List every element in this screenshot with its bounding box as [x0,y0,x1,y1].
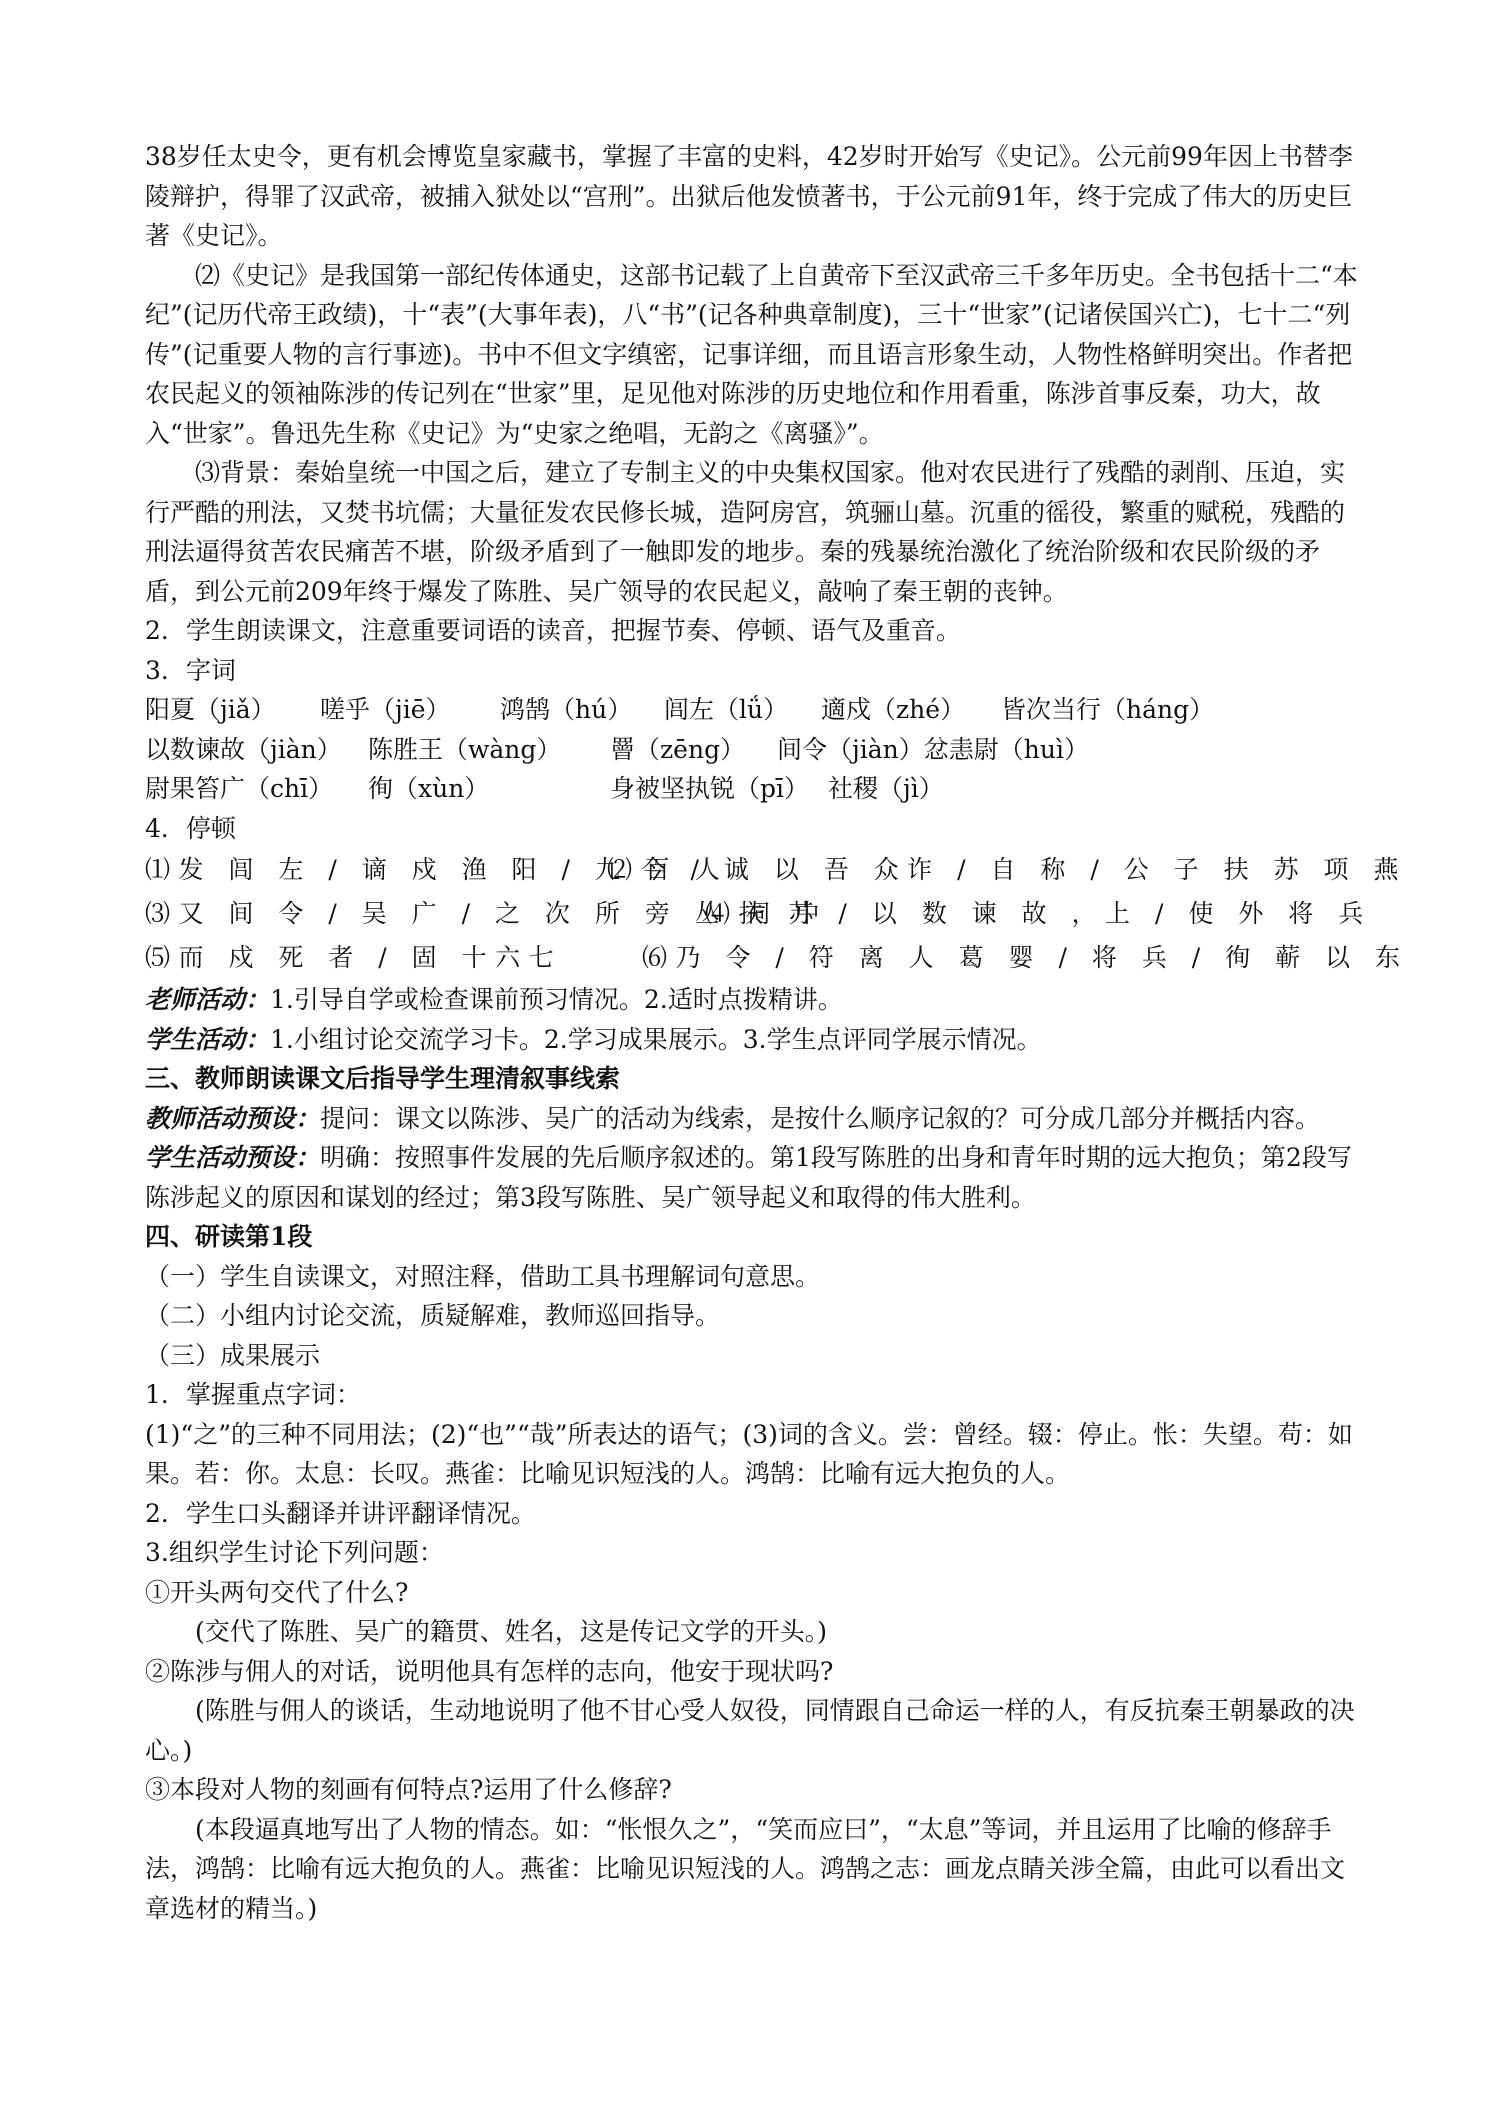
student-activity [145,1020,1360,1060]
teacher-preset [145,1099,1360,1139]
teacher-activity-label: 老师活动： [145,985,271,1014]
pause-title: 4．停顿 [145,813,236,843]
step-reading: 2．学生朗读课文，注意重要词语的读音，把握节奏、停顿、语气及重音。 [145,616,961,645]
vocab-item: 嗟乎（jiē） [320,695,451,724]
vocab-item: 身被坚执锐（pī） [610,774,809,803]
key-words-title: 1．掌握重点字词： [145,1380,361,1409]
vocab-item: 阳夏（jiǎ） [145,695,276,724]
vocab-item: 以数谏故（jiàn） [145,734,342,764]
background-paragraph: ⑶背景：秦始皇统一中国之后，建立了专制主义的中央集权国家。他对农民进行了残酷的剥削、压迫，实行严酷的刑法，又焚书坑儒；大量征发农民修长城，造阿房宫，筑骊山墓。沉重的徭役，繁重的赋税，残酷的刑法逼得贫苦农民痛苦不堪，阶级矛盾到了一触即发的地步。秦的残暴统治激化了统治阶级和农民阶级的矛盾，到公元前209年终于爆发了陈胜、吴广领导的农民起义，敲响了秦王朝的丧钟。 [145,458,1346,606]
key-words-text: (1)“之”的三种不同用法；(2)“也”“哉”所表达的语气；(3)词的含义。尝：曾经。辍：停止。怅：失望。苟：如果。若：你。太息：长叹。燕雀：比喻见识短浅的人。鸿鹄：比喻有远大抱负的人。 [145,1419,1353,1488]
vocab-item: 徇（xùn） [368,774,490,803]
answer-3: (本段逼真地写出了人物的情态。如：“怅恨久之”，“笑而应曰”，“太息”等词，并且运用了比喻的修辞手法，鸿鹄：比喻有远大抱负的人。燕雀：比喻见识短浅的人。鸿鹄之志：画龙点睛关涉全篇，由此可以看出文章选材的精当。) [145,1814,1346,1923]
pause-row [145,892,1372,936]
pause-item: ⑴发 闾 左 / 谪 戍 渔 阳 / 九 百 人 [145,855,729,884]
vocab-row [145,769,1360,809]
question-2: ②陈涉与佣人的对话，说明他具有怎样的志向，他安于现状吗? [145,1656,834,1686]
shiji-paragraph: ⑵《史记》是我国第一部纪传体通史，这部书记载了上自黄帝下至汉武帝三千多年历史。全书包括十二“本纪”(记历代帝王政绩)，十“表”(大事年表)，八“书”(记各种典章制度)，三十“世家”(记诸侯国兴亡)，七十二“列传”(记重要人物的言行事迹)。书中不但文字缜密，记事详细，而且语言形象生动，人物性格鲜明突出。作者把农民起义的领袖陈涉的传记列在“世家”里，足见他对陈涉的历史地位和作用看重，陈涉首事反秦，功大，故入“世家”。鲁迅先生称《史记》为“史家之绝唱，无韵之《离骚》”。 [145,260,1358,448]
student-preset [145,1138,1360,1217]
pause-item: ⑷扶 苏 / 以 数 谏 故 ，上 / 使 外 将 兵 [705,899,1372,928]
student-activity-label: 学生活动： [145,1024,271,1054]
s4-item: （一）学生自读课文，对照注释，借助工具书理解词句意思。 [145,1261,821,1291]
teacher-activity-text: 1.引导自学或检查课前预习情况。2.适时点拨精讲。 [270,985,843,1014]
section-3-heading: 三、教师朗读课文后指导学生理清叙事线索 [145,1064,621,1093]
discussion-step: 3.组织学生讨论下列问题： [145,1538,444,1567]
answer-2: (陈胜与佣人的谈话，生动地说明了他不甘心受人奴役，同情跟自己命运一样的人，有反抗秦王朝暴政的决心。) [145,1696,1355,1765]
s4-item: （三）成果展示 [145,1340,321,1370]
pause-item: ⑵今 / 诚 以 吾 众诈 / 自 称 / 公 子 扶 苏 项 燕 [607,855,1407,884]
intro-paragraph: 38岁任太史令，更有机会博览皇家藏书，掌握了丰富的史料，42岁时开始写《史记》。公元前99年因上书替李陵辩护，得罪了汉武帝，被捕入狱处以“宫刑”。出狱后他发愤著书，于公元前91年，终于完成了伟大的历史巨著《史记》。 [145,142,1353,250]
vocab-item: 闾左（lǘ） [664,695,789,724]
pause-row [145,848,1407,892]
vocab-item: 尉果笞广（chī） [145,774,334,803]
vocab-item: 適戍（zhé） [821,695,966,724]
student-preset-label: 学生活动预设： [145,1143,321,1172]
pause-item: ⑹乃 令 / 符 离 人 葛 婴 / 将 兵 / 徇 蕲 以 东 [642,943,1409,972]
s4-item: （二）小组内讨论交流，质疑解难，教师巡回指导。 [145,1301,721,1330]
vocab-row [145,690,1360,730]
pause-item: ⑶又 间 令 / 吴 广 / 之 次 所 旁 丛 祠 中 [145,899,829,928]
vocab-item: 罾（zēng） [610,734,746,764]
vocab-item: 社稷（jì） [828,774,944,803]
vocab-row [145,730,1360,770]
question-3: ③本段对人物的刻画有何特点?运用了什么修辞? [145,1775,672,1804]
vocab-item: 皆次当行（háng） [1001,695,1215,724]
section-4-heading: 四、研读第1段 [145,1222,313,1251]
vocab-item: 间令（jiàn）忿恚尉（huì） [777,734,1089,764]
question-1: ①开头两句交代了什么? [145,1577,409,1607]
translate-step: 2．学生口头翻译并讲评翻译情况。 [145,1498,536,1528]
teacher-preset-text: 提问：课文以陈涉、吴广的活动为线索，是按什么顺序记叙的？可分成几部分并概括内容。 [320,1103,1321,1133]
pause-item: ⑸而 戍 死 者 / 固 十六七 [145,943,563,972]
document-page [145,137,1409,1928]
student-activity-text: 1.小组讨论交流学习卡。2.学习成果展示。3.学生点评同学展示情况。 [270,1024,1042,1054]
teacher-preset-label: 教师活动预设： [145,1103,321,1133]
vocab-title: 3．字词 [145,655,236,685]
vocab-item: 陈胜王（wàng） [368,734,562,764]
vocab-item: 鸿鹄（hú） [500,695,633,724]
student-preset-text: 明确：按照事件发展的先后顺序叙述的。第1段写陈胜的出身和青年时期的远大抱负；第2段写陈涉起义的原因和谋划的经过；第3段写陈胜、吴广领导起义和取得的伟大胜利。 [145,1143,1352,1212]
answer-1: (交代了陈胜、吴广的籍贯、姓名，这是传记文学的开头。) [195,1617,828,1646]
teacher-activity [145,980,1360,1020]
pause-row [145,936,1409,980]
